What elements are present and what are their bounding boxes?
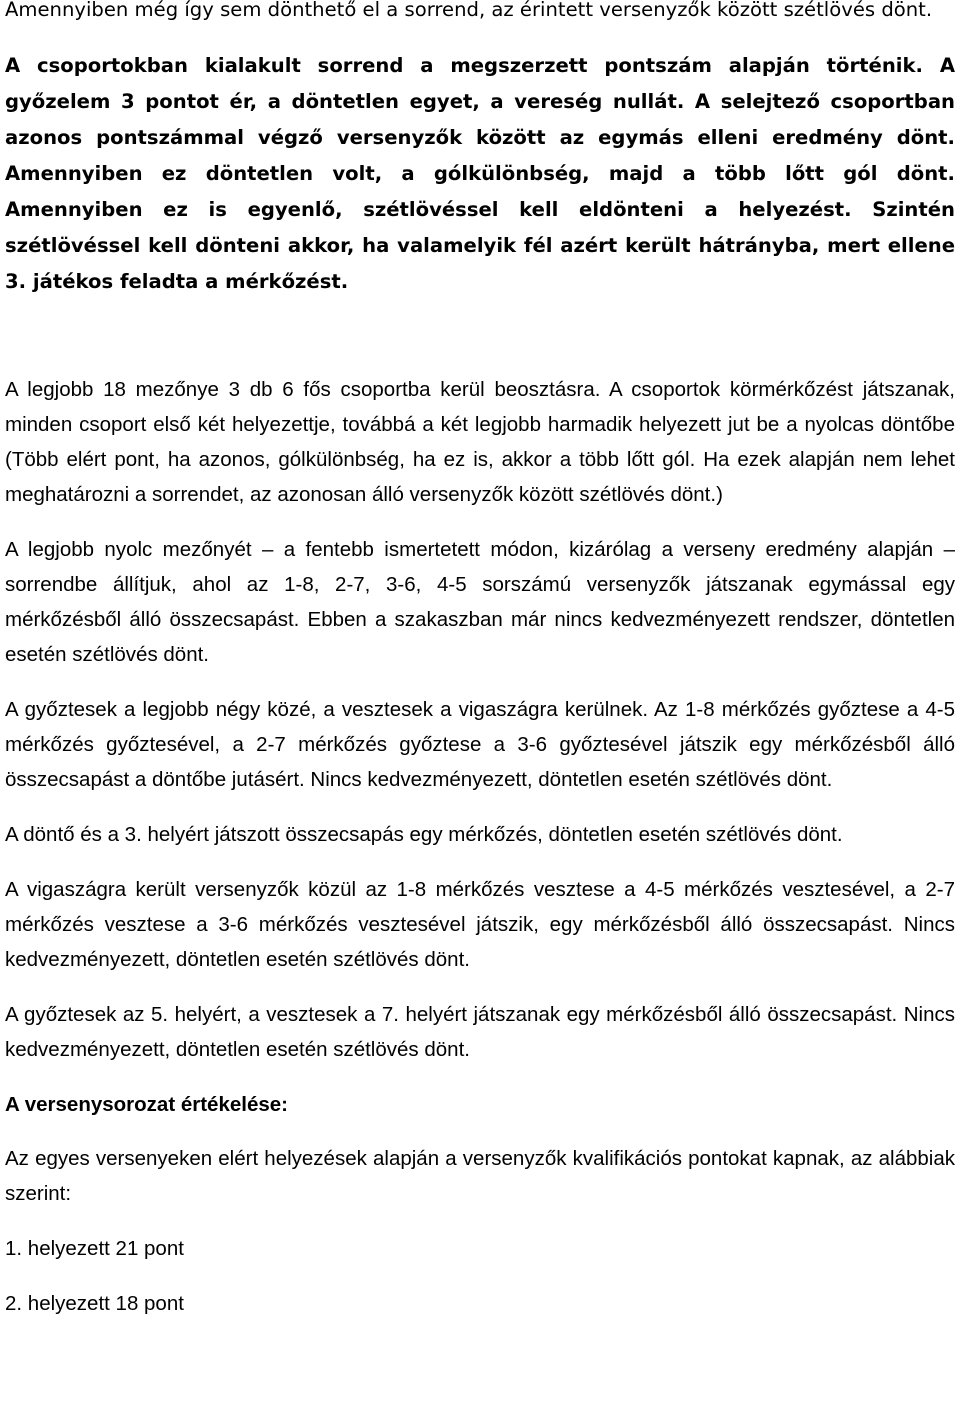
paragraph-shootout-rule: Amennyiben még így sem dönthető el a sorrend, az érintett versenyzők között szétlövés dönt. [5, 0, 933, 21]
paragraph-group-stage: A legjobb 18 mezőnye 3 db 6 fős csoportba kerül beosztásra. A csoportok körmérkőzést játszanak, minden csoport első két helyezettje, továbbá a két legjobb harmadik helyezett jut be a nyolcas döntőbe (Több elért pont, ha azonos, gólkülönbség, ha ez is, akkor a több lőtt gól. Ha ezek alapján nem lehet meghatározni a sorrendet, az azonosan álló versenyzők között szétlövés dönt.) [5, 378, 955, 506]
paragraph-group-scoring: A csoportokban kialakult sorrend a megszerzett pontszám alapján történik. A győzelem 3 pontot ér, a döntetlen egyet, a vereség nullát. A selejtező csoportban azonos pontszámmal végző versenyzők között az egymás elleni eredmény dönt. Amennyiben ez döntetlen volt, a gólkülönbség, majd a több lőtt gól dönt. Amennyiben ez is egyenlő, szétlövéssel kell eldönteni a helyezést. Szintén szétlövéssel kell dönteni akkor, ha valamelyik fél azért került hátrányba, mert ellene 3. játékos feladta a mérkőzést. [5, 54, 955, 293]
paragraph-final: A döntő és a 3. helyért játszott összecsapás egy mérkőzés, döntetlen esetén szétlövés dönt. [5, 823, 843, 846]
paragraph-placement: A győztesek az 5. helyért, a vesztesek a 7. helyért játszanak egy mérkőzésből álló összecsapást. Nincs kedvezményezett, döntetlen esetén szétlövés dönt. [5, 1003, 955, 1061]
paragraph-best-eight: A legjobb nyolc mezőnyét – a fentebb ismertetett módon, kizárólag a verseny eredmény alapján – sorrendbe állítjuk, ahol az 1-8, 2-7, 3-6, 4-5 sorszámú versenyzők játszanak egymással egy mérkőzésből álló összecsapást. Ebben a szakaszban már nincs kedvezményezett rendszer, döntetlen esetén szétlövés dönt. [5, 538, 955, 666]
rules-block [5, 372, 955, 1321]
rules-block-bold [5, 0, 955, 300]
list-item: 1. helyezett 21 pont [5, 1237, 184, 1260]
document-page [5, 0, 955, 1321]
paragraph-consolation: A vigaszágra került versenyzők közül az 1-8 mérkőzés vesztese a 4-5 mérkőzés vesztesével, a 2-7 mérkőzés vesztese a 3-6 mérkőzés vesztesével játszik, egy mérkőzésből álló összecsapást. Nincs kedvezményezett, döntetlen esetén szétlövés dönt. [5, 878, 955, 971]
paragraph-qualification: Az egyes versenyeken elért helyezések alapján a versenyzők kvalifikációs pontokat kapnak, az alábbiak szerint: [5, 1147, 955, 1205]
section-heading: A versenysorozat értékelése: [5, 1093, 288, 1116]
list-item: 2. helyezett 18 pont [5, 1292, 184, 1315]
paragraph-semifinal: A győztesek a legjobb négy közé, a vesztesek a vigaszágra kerülnek. Az 1-8 mérkőzés győztese a 4-5 mérkőzés győztesével, a 2-7 mérkőzés győztese a 3-6 győztesével játszik egy mérkőzésből álló összecsapást a döntőbe jutásért. Nincs kedvezményezett, döntetlen esetén szétlövés dönt. [5, 698, 955, 791]
